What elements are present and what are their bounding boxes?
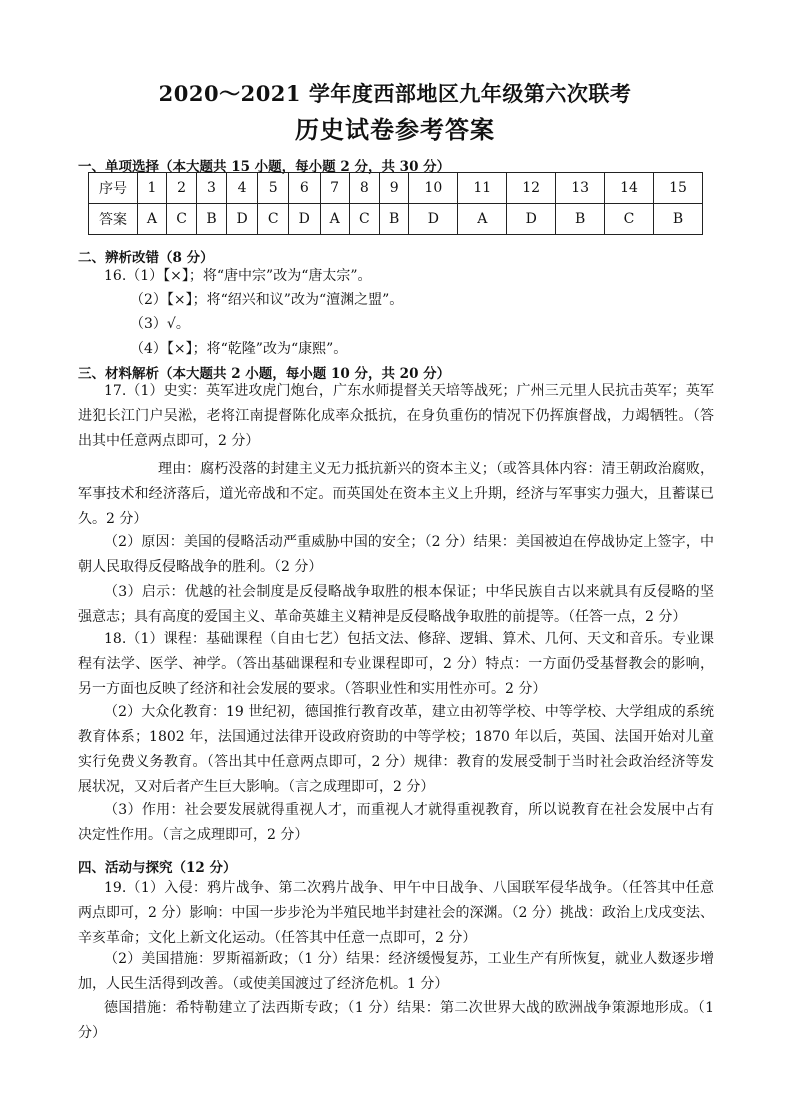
- q17-part1-reason: 理由：腐朽没落的封建主义无力抵抗新兴的资本主义；（或答具体内容：清王朝政治腐败，军事技术和经济落后，道光帝战和不定。而英国处在资本主义上升期，经济与军事实力强大，且蓄谋已久。2 分）: [78, 461, 714, 527]
- table-cell: B: [197, 204, 226, 235]
- table-cell: 11: [458, 173, 507, 204]
- table-cell: C: [258, 204, 288, 235]
- exam-title: 2020～2021 学年度西部地区九年级第六次联考: [158, 81, 632, 106]
- q18-part1: 18.（1）课程：基础课程（自由七艺）包括文法、修辞、逻辑、算术、几何、天文和音乐。专业课程有法学、医学、神学。（答出基础课程和专业课程即可，2 分）特点：一方面仍受基督教会的影响，另一方面也反映了经济和社会发展的要求。（答职业性和实用性亦可。2 分）: [78, 631, 714, 697]
- q19-part1: 19.（1）入侵：鸦片战争、第二次鸦片战争、甲午中日战争、八国联军侵华战争。（任答其中任意两点即可，2 分）影响：中国一步步沦为半殖民地半封建社会的深渊。（2 分）挑战：政治上戊戌变法、辛亥革命；文化上新文化运动。（任答其中任意一点即可，2 分）: [78, 880, 714, 946]
- table-cell: 8: [349, 173, 379, 204]
- section-1-heading: 一、单项选择（本大题共 15 小题，每小题 2 分，共 30 分）: [78, 159, 451, 175]
- row-label-number: 序号: [89, 173, 138, 204]
- table-row-answers: [89, 204, 703, 235]
- table-cell: 14: [605, 173, 654, 204]
- table-cell: C: [166, 204, 196, 235]
- table-cell: 15: [653, 173, 702, 204]
- table-cell: D: [288, 204, 320, 235]
- q18-part3: （3）作用：社会要发展就得重视人才，而重视人才就得重视教育，所以说教育在社会发展中占有决定性作用。（言之成理即可，2 分）: [78, 802, 714, 843]
- q17-part1-fact: 17.（1）史实：英军进攻虎门炮台，广东水师提督关天培等战死；广州三元里人民抗击英军；英军进犯长江门户吴淞，老将江南提督陈化成率众抵抗，在身负重伤的情况下仍挥旗督战，力竭牺牲。（答出其中任意两点即可，2 分）: [78, 383, 714, 449]
- table-cell: A: [458, 204, 507, 235]
- table-cell: 13: [556, 173, 605, 204]
- table-cell: A: [320, 204, 349, 235]
- table-cell: B: [556, 204, 605, 235]
- table-cell: B: [653, 204, 702, 235]
- q17-part2: （2）原因：美国的侵略活动严重威胁中国的安全；（2 分）结果：美国被迫在停战协定上签字，中朝人民取得反侵略战争的胜利。（2 分）: [78, 534, 714, 575]
- answer-table: [88, 172, 703, 235]
- q19-part2-de: 德国措施：希特勒建立了法西斯专政；（1 分）结果：第二次世界大战的欧洲战争策源地形成。（1 分）: [78, 1000, 714, 1041]
- q19-part2-us: （2）美国措施：罗斯福新政；（1 分）结果：经济缓慢复苏，工业生产有所恢复，就业人数逐步增加，人民生活得到改善。（或使美国渡过了经济危机。1 分）: [78, 951, 714, 992]
- table-cell: 12: [507, 173, 556, 204]
- table-cell: 9: [380, 173, 409, 204]
- section-2-heading: 二、辨析改错（8 分）: [78, 250, 214, 266]
- q18-part2: （2）大众化教育：19 世纪初，德国推行教育改革，建立由初等学校、中等学校、大学组成的系统教育体系；1802 年，法国通过法律开设政府资助的中等学校；1870 年以后，英国、法国开始对儿童实行免费义务教育。（答出其中任意两点即可，2 分）规律：教育的发展受制于当时社会政治经济等发展状况，又对后者产生巨大影响。（言之成理即可，2 分）: [78, 704, 714, 795]
- table-cell: 2: [166, 173, 196, 204]
- table-cell: 7: [320, 173, 349, 204]
- table-cell: D: [507, 204, 556, 235]
- table-cell: 5: [258, 173, 288, 204]
- q16-item-3: （3）√。: [130, 316, 190, 332]
- table-cell: C: [349, 204, 379, 235]
- row-label-answer: 答案: [89, 204, 138, 235]
- table-cell: 1: [138, 173, 167, 204]
- table-cell: 6: [288, 173, 320, 204]
- table-cell: 4: [226, 173, 258, 204]
- q16-item-4: （4）【×】；将“乾隆”改为“康熙”。: [130, 341, 348, 357]
- table-cell: B: [380, 204, 409, 235]
- table-cell: 3: [197, 173, 226, 204]
- table-row-numbers: [89, 173, 703, 204]
- table-cell: D: [409, 204, 458, 235]
- table-cell: 10: [409, 173, 458, 204]
- q16-item-2: （2）【×】；将“绍兴和议”改为“澶渊之盟”。: [130, 292, 404, 308]
- q17-part3: （3）启示：优越的社会制度是反侵略战争取胜的根本保证；中华民族自古以来就具有反侵略的坚强意志；具有高度的爱国主义、革命英雄主义精神是反侵略战争取胜的前提等。（任答一点，2 分）: [78, 584, 714, 625]
- section-4-heading: 四、活动与探究（12 分）: [78, 860, 237, 876]
- answer-key-title: 历史试卷参考答案: [295, 115, 495, 144]
- table-cell: D: [226, 204, 258, 235]
- q16-item-1: 16.（1）【×】；将“唐中宗”改为“唐太宗”。: [104, 268, 372, 284]
- table-cell: A: [138, 204, 167, 235]
- section-3-heading: 三、材料解析（本大题共 2 小题，每小题 10 分，共 20 分）: [78, 366, 451, 382]
- table-cell: C: [605, 204, 654, 235]
